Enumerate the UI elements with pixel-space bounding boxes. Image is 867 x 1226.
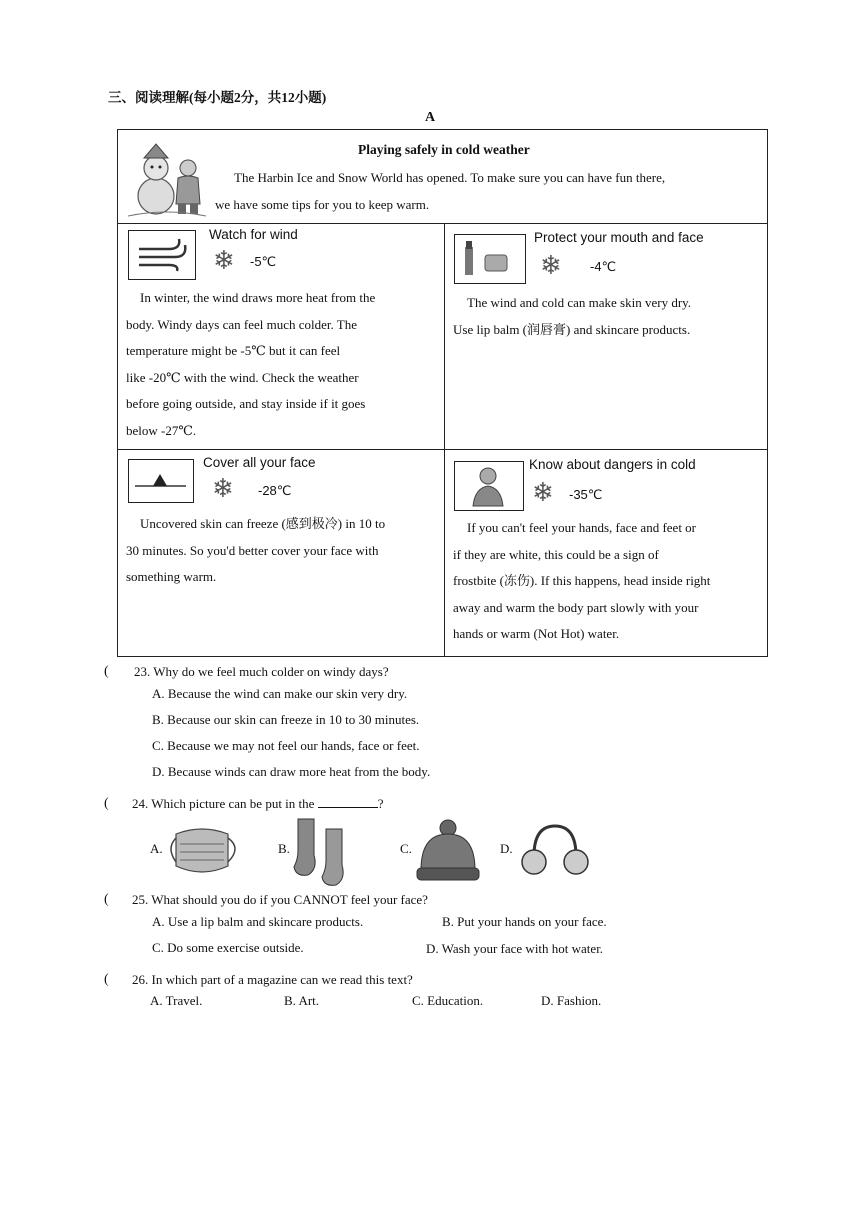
tip-temperature: -28℃ bbox=[258, 483, 292, 498]
tip-temperature: -35℃ bbox=[569, 487, 603, 502]
earmuffs-icon[interactable] bbox=[518, 820, 592, 882]
snowman-illustration bbox=[126, 138, 208, 218]
snowflake-icon: ❄ bbox=[213, 246, 235, 275]
tip-title: Protect your mouth and face bbox=[534, 230, 704, 245]
tip-temperature: -4℃ bbox=[590, 259, 617, 274]
option-b[interactable]: B. Art. bbox=[284, 993, 320, 1008]
question-stem: 25. What should you do if you CANNOT feel your face? bbox=[132, 892, 428, 907]
person-icon bbox=[454, 461, 524, 511]
option-d[interactable]: D. Fashion. bbox=[541, 993, 602, 1008]
tip-title: Watch for wind bbox=[209, 227, 298, 242]
option-c[interactable]: C. Because we may not feel our hands, face or feet. bbox=[152, 738, 420, 753]
question-stem: 26. In which part of a magazine can we read this text? bbox=[132, 972, 413, 987]
option-b[interactable]: B. Put your hands on your face. bbox=[442, 914, 607, 929]
snowflake-icon: ❄ bbox=[532, 478, 554, 507]
option-d[interactable]: D. Wash your face with hot water. bbox=[426, 941, 604, 956]
answer-bracket[interactable]: ( bbox=[104, 664, 109, 679]
option-c[interactable]: C. Do some exercise outside. bbox=[152, 940, 304, 955]
tip-temperature: -5℃ bbox=[250, 254, 277, 269]
answer-blank bbox=[318, 795, 378, 808]
option-a[interactable]: A. Because the wind can make our skin very dry. bbox=[152, 686, 408, 701]
option-c[interactable]: C. Education. bbox=[412, 993, 484, 1008]
tip-text: If you can't feel your hands, face and feet or if they are white, this could be a sign of frostbite (冻伤). If this happens, head inside right away and warm the body part slowly with your hands or warm (Not Hot) water. bbox=[453, 520, 711, 641]
question-stem: 23. Why do we feel much colder on windy days? bbox=[134, 664, 389, 679]
face-mask-icon[interactable] bbox=[166, 822, 244, 880]
wind-icon bbox=[128, 230, 196, 280]
option-d[interactable]: D. Because winds can draw more heat from the body. bbox=[152, 764, 431, 779]
answer-bracket[interactable]: ( bbox=[104, 892, 109, 907]
tips-table bbox=[117, 129, 768, 657]
intro-text: The Harbin Ice and Snow World has opened. To make sure you can have fun there, bbox=[234, 170, 666, 185]
option-d[interactable]: D. bbox=[500, 841, 513, 856]
table-title: Playing safely in cold weather bbox=[358, 142, 530, 157]
option-b[interactable]: B. bbox=[278, 841, 290, 856]
question-stem: 24. Which picture can be put in the ? bbox=[132, 796, 384, 811]
mountain-icon bbox=[128, 459, 194, 503]
option-a[interactable]: A. Use a lip balm and skincare products. bbox=[152, 914, 364, 929]
socks-icon[interactable] bbox=[290, 815, 356, 887]
answer-bracket[interactable]: ( bbox=[104, 972, 109, 987]
snowflake-icon: ❄ bbox=[212, 474, 234, 503]
intro-text: we have some tips for you to keep warm. bbox=[215, 197, 430, 212]
lip-balm-icon bbox=[454, 234, 526, 284]
passage-letter: A bbox=[425, 110, 436, 125]
tip-title: Cover all your face bbox=[203, 455, 316, 470]
section-heading: 三、阅读理解(每小题2分，共12小题) bbox=[108, 90, 327, 105]
option-a[interactable]: A. Travel. bbox=[150, 993, 203, 1008]
option-a[interactable]: A. bbox=[150, 841, 163, 856]
snowflake-icon: ❄ bbox=[540, 251, 562, 280]
option-b[interactable]: B. Because our skin can freeze in 10 to 30 minutes. bbox=[152, 712, 420, 727]
tip-title: Know about dangers in cold bbox=[529, 457, 696, 472]
knit-hat-icon[interactable] bbox=[413, 818, 483, 884]
answer-bracket[interactable]: ( bbox=[104, 796, 109, 811]
table-divider bbox=[444, 223, 445, 656]
tip-text: The wind and cold can make skin very dry. Use lip balm (润唇膏) and skincare products. bbox=[453, 295, 692, 337]
table-divider bbox=[118, 223, 767, 224]
table-divider bbox=[118, 449, 767, 450]
tip-text: Uncovered skin can freeze (感到极冷) in 10 to 30 minutes. So you'd better cover your face with something warm. bbox=[126, 516, 386, 584]
option-c[interactable]: C. bbox=[400, 841, 412, 856]
tip-text: In winter, the wind draws more heat from the body. Windy days can feel much colder. The temperature might be -5℃ but it can feel like -20℃ with the wind. Check the weather before going outside, and stay inside if it goes below -27℃. bbox=[126, 290, 376, 438]
